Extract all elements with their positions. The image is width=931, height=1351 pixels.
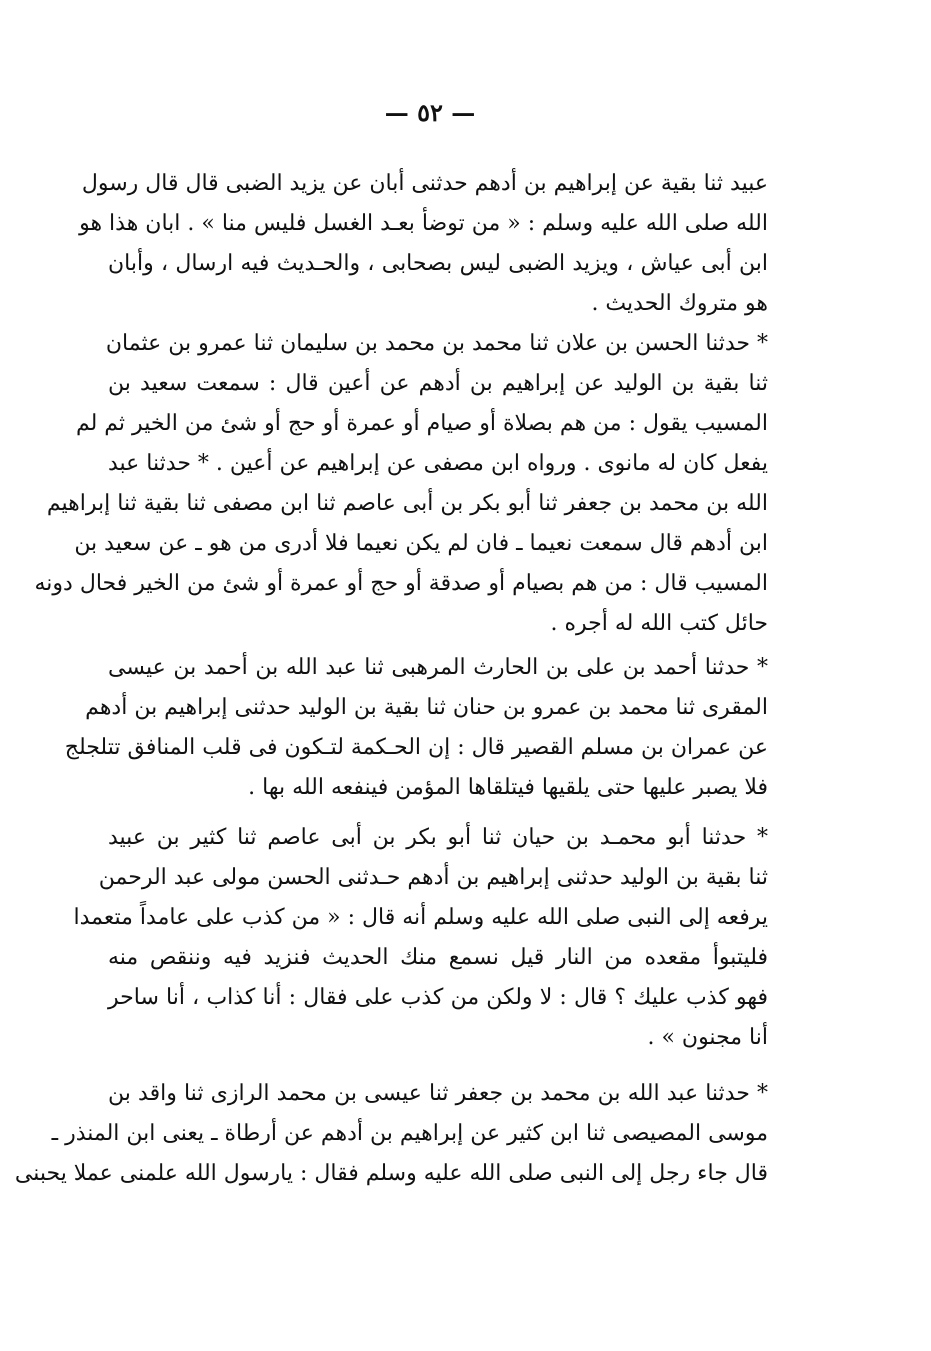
text-line: * حدثنا عبد الله بن محمد بن جعفر ثنا عيسى بن محمد الرازى ثنا واقد بن	[108, 1081, 768, 1106]
paragraph-2	[34, 324, 768, 644]
text-line: أنا مجنون » .	[647, 1025, 768, 1050]
text-line: عن عمران بن مسلم القصير قال : إن الحـكمة لتـكون فى قلب المنافق تتلجلج	[64, 735, 768, 760]
text-line: ثنا بقية بن الوليد عن إبراهيم بن أدهم عن أعين قال : سمعت سعيد بن	[108, 371, 768, 396]
paragraph-5	[14, 1074, 768, 1194]
page-number: — ٥٢ —	[384, 98, 476, 127]
text-line: موسى المصيصى ثنا ابن كثير عن إبراهيم بن أدهم عن أرطاة ـ يعنى ابن المنذر ـ	[51, 1121, 768, 1146]
paragraph-1	[79, 164, 768, 324]
text-line: قال جاء رجل إلى النبى صلى الله عليه وسلم فقال : يارسول الله علمنى عملا يحبنى	[14, 1161, 768, 1186]
text-line: فهو كذب عليك ؟ قال : لا ولكن من كذب على فقال : أنا كذاب ، أنا ساحر	[108, 985, 768, 1010]
paragraph-3	[64, 648, 768, 808]
text-line: ابن أدهم قال سمعت نعيما ـ فان لم يكن نعيما فلا أدرى من هو ـ عن سعيد بن	[74, 531, 768, 556]
text-line: يفعل كان له مانوى . ورواه ابن مصفى عن إبراهيم عن أعين . * حدثنا عبد	[108, 451, 768, 476]
text-line: يرفعه إلى النبى صلى الله عليه وسلم أنه قال : « من كذب على عامداً متعمدا	[73, 905, 768, 930]
text-line: المسيب قال : من هم بصيام أو صدقة أو حج أو عمرة أو شئ من الخير فحال دونه	[34, 571, 768, 596]
text-line: فلا يصبر عليها حتى يلقيها فيتلقاها المؤمن فينفعه الله بها .	[248, 775, 768, 800]
text-line: هو متروك الحديث .	[591, 291, 768, 316]
text-line: * حدثنا الحسن بن علان ثنا محمد بن محمد بن سليمان ثنا عمرو بن عثمان	[105, 331, 768, 356]
text-line: عبيد ثنا بقية عن إبراهيم بن أدهم حدثنى أبان عن يزيد الضبى قال قال رسول	[81, 171, 768, 196]
text-line: المسيب يقول : من هم بصلاة أو صيام أو عمرة أو حج أو شئ من الخير ثم لم	[75, 411, 768, 436]
text-line: الله صلى الله عليه وسلم : « من توضأ بعـد الغسل فليس منا » . ابان هذا هو	[79, 211, 768, 236]
text-line: * حدثنا أحمد بن على بن الحارث المرهبى ثنا عبد الله بن أحمد بن عيسى	[108, 655, 768, 680]
text-line: فليتبوأ مقعده من النار قيل نسمع منك الحديث فنزيد فيه وننقص منه	[108, 945, 768, 970]
text-line: ثنا بقية بن الوليد حدثنى إبراهيم بن أدهم حـدثنى الحسن مولى عبد الرحمن	[98, 865, 768, 890]
text-line: ابن أبى عياش ، ويزيد الضبى ليس بصحابى ، والحـديث فيه ارسال ، وأبان	[108, 251, 768, 276]
text-line: المقرى ثنا محمد بن عمرو بن حنان ثنا بقية بن الوليد حدثنى إبراهيم بن أدهم	[85, 695, 768, 720]
text-line: حائل كتب الله له أجره .	[550, 611, 768, 636]
text-line: الله بن محمد بن جعفر ثنا أبو بكر بن أبى عاصم ثنا ابن مصفى ثنا بقية ثنا إبراهيم	[46, 491, 768, 516]
paragraph-4	[73, 818, 768, 1058]
text-line: * حدثنا أبو محمـد بن حيان ثنا أبو بكر بن أبى عاصم ثنا كثير بن عبيد	[108, 825, 768, 850]
